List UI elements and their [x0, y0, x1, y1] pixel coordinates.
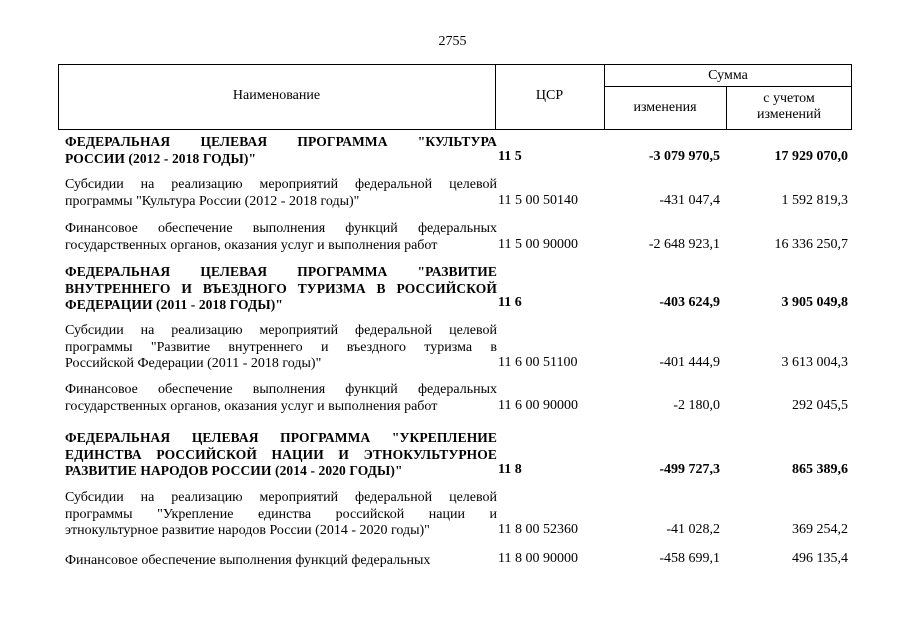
row-name-line: Финансовое обеспечение выполнения функций федеральных — [65, 553, 431, 568]
row-csr: 11 5 — [498, 149, 522, 164]
row-name-line: Субсидии на реализацию мероприятий федеральной целевой — [65, 490, 497, 505]
header-top-border — [58, 64, 852, 65]
row-total: 292 045,5 — [792, 398, 848, 413]
row-name-line: ФЕДЕРАЛЬНАЯ ЦЕЛЕВАЯ ПРОГРАММА "РАЗВИТИЕ — [65, 264, 497, 279]
row-changes: -3 079 970,5 — [648, 149, 720, 164]
row-total: 1 592 819,3 — [781, 193, 848, 208]
row-name-line: ФЕДЕРАЛЬНАЯ ЦЕЛЕВАЯ ПРОГРАММА "КУЛЬТУРА — [65, 134, 497, 149]
row-total: 3 905 049,8 — [781, 295, 848, 310]
row-name-line: программы "Укрепление единства российской нации и — [65, 506, 497, 522]
row-name-line: государственных органов, оказания услуг и выполнения работ — [65, 398, 438, 414]
row-csr: 11 6 — [498, 295, 522, 310]
header-sum: Сумма — [708, 68, 748, 83]
row-total: 496 135,4 — [792, 551, 848, 566]
header-csr: ЦСР — [535, 88, 564, 103]
row-name-line: РОССИИ (2012 - 2018 ГОДЫ)" — [65, 150, 257, 166]
row-name-line: ФЕДЕРАЦИИ (2011 - 2018 ГОДЫ)" — [65, 297, 283, 312]
row-name — [65, 430, 497, 480]
row-changes: -2 648 923,1 — [648, 237, 720, 252]
row-changes: -41 028,2 — [666, 522, 720, 537]
row-changes: -499 727,3 — [659, 462, 720, 477]
row-csr: 11 6 00 90000 — [498, 398, 578, 413]
row-name — [65, 134, 497, 167]
row-name-line: программы "Культура России (2012 - 2018 годы)" — [65, 193, 360, 209]
row-changes: -431 047,4 — [659, 193, 720, 208]
row-name-line: ЕДИНСТВА РОССИЙСКОЙ НАЦИИ И ЭТНОКУЛЬТУРНОЕ — [65, 446, 497, 462]
row-total: 16 336 250,7 — [774, 237, 848, 252]
row-name — [65, 177, 497, 210]
row-name-line: Финансовое обеспечение выполнения функций федеральных — [65, 221, 497, 236]
row-csr: 11 8 00 52360 — [498, 522, 578, 537]
row-name-line: ВНУТРЕННЕГО И ВЪЕЗДНОГО ТУРИЗМА В РОССИЙСКОЙ — [65, 280, 497, 296]
row-csr: 11 8 — [498, 462, 522, 477]
row-total: 865 389,6 — [792, 462, 848, 477]
row-total: 3 613 004,3 — [781, 355, 848, 370]
row-name-line: этнокультурное развитие народов России (2014 - 2020 годы)" — [65, 523, 430, 538]
row-csr: 11 6 00 51100 — [498, 355, 578, 370]
row-name — [65, 221, 497, 254]
row-name-line: Субсидии на реализацию мероприятий федеральной целевой — [65, 177, 497, 192]
row-name-line: ФЕДЕРАЛЬНАЯ ЦЕЛЕВАЯ ПРОГРАММА "УКРЕПЛЕНИЕ — [65, 430, 497, 445]
row-changes: -458 699,1 — [659, 551, 720, 566]
sum-divider — [604, 86, 852, 87]
row-name — [65, 553, 497, 570]
row-name — [65, 264, 497, 314]
row-name-line: Российской Федерации (2011 - 2018 годы)" — [65, 356, 322, 371]
row-name — [65, 382, 497, 415]
row-csr: 11 8 00 90000 — [498, 551, 578, 566]
row-total: 369 254,2 — [792, 522, 848, 537]
row-changes: -403 624,9 — [659, 295, 720, 310]
row-changes: -2 180,0 — [673, 398, 720, 413]
row-name-line: РАЗВИТИЕ НАРОДОВ РОССИИ (2014 - 2020 ГОДЫ)" — [65, 463, 403, 478]
row-name-line: государственных органов, оказания услуг и выполнения работ — [65, 237, 438, 253]
row-name — [65, 490, 497, 540]
row-name-line: Субсидии на реализацию мероприятий федеральной целевой — [65, 323, 497, 338]
header-name: Наименование — [232, 88, 321, 103]
header-with-changes-line-1: с учетом — [763, 91, 815, 106]
row-name-line: Финансовое обеспечение выполнения функций федеральных — [65, 382, 497, 397]
row-name — [65, 323, 497, 373]
row-csr: 11 5 00 90000 — [498, 237, 578, 252]
header-changes: изменения — [633, 100, 697, 115]
page-number: 2755 — [438, 34, 467, 49]
row-csr: 11 5 00 50140 — [498, 193, 578, 208]
row-changes: -401 444,9 — [659, 355, 720, 370]
header-with-changes-line-2: изменений — [756, 107, 822, 122]
header-with-changes — [726, 91, 852, 123]
header-bottom-border — [58, 129, 852, 130]
row-name-line: программы "Развитие внутреннего и въездного туризма в — [65, 339, 497, 355]
table-header — [58, 64, 852, 129]
row-total: 17 929 070,0 — [774, 149, 848, 164]
